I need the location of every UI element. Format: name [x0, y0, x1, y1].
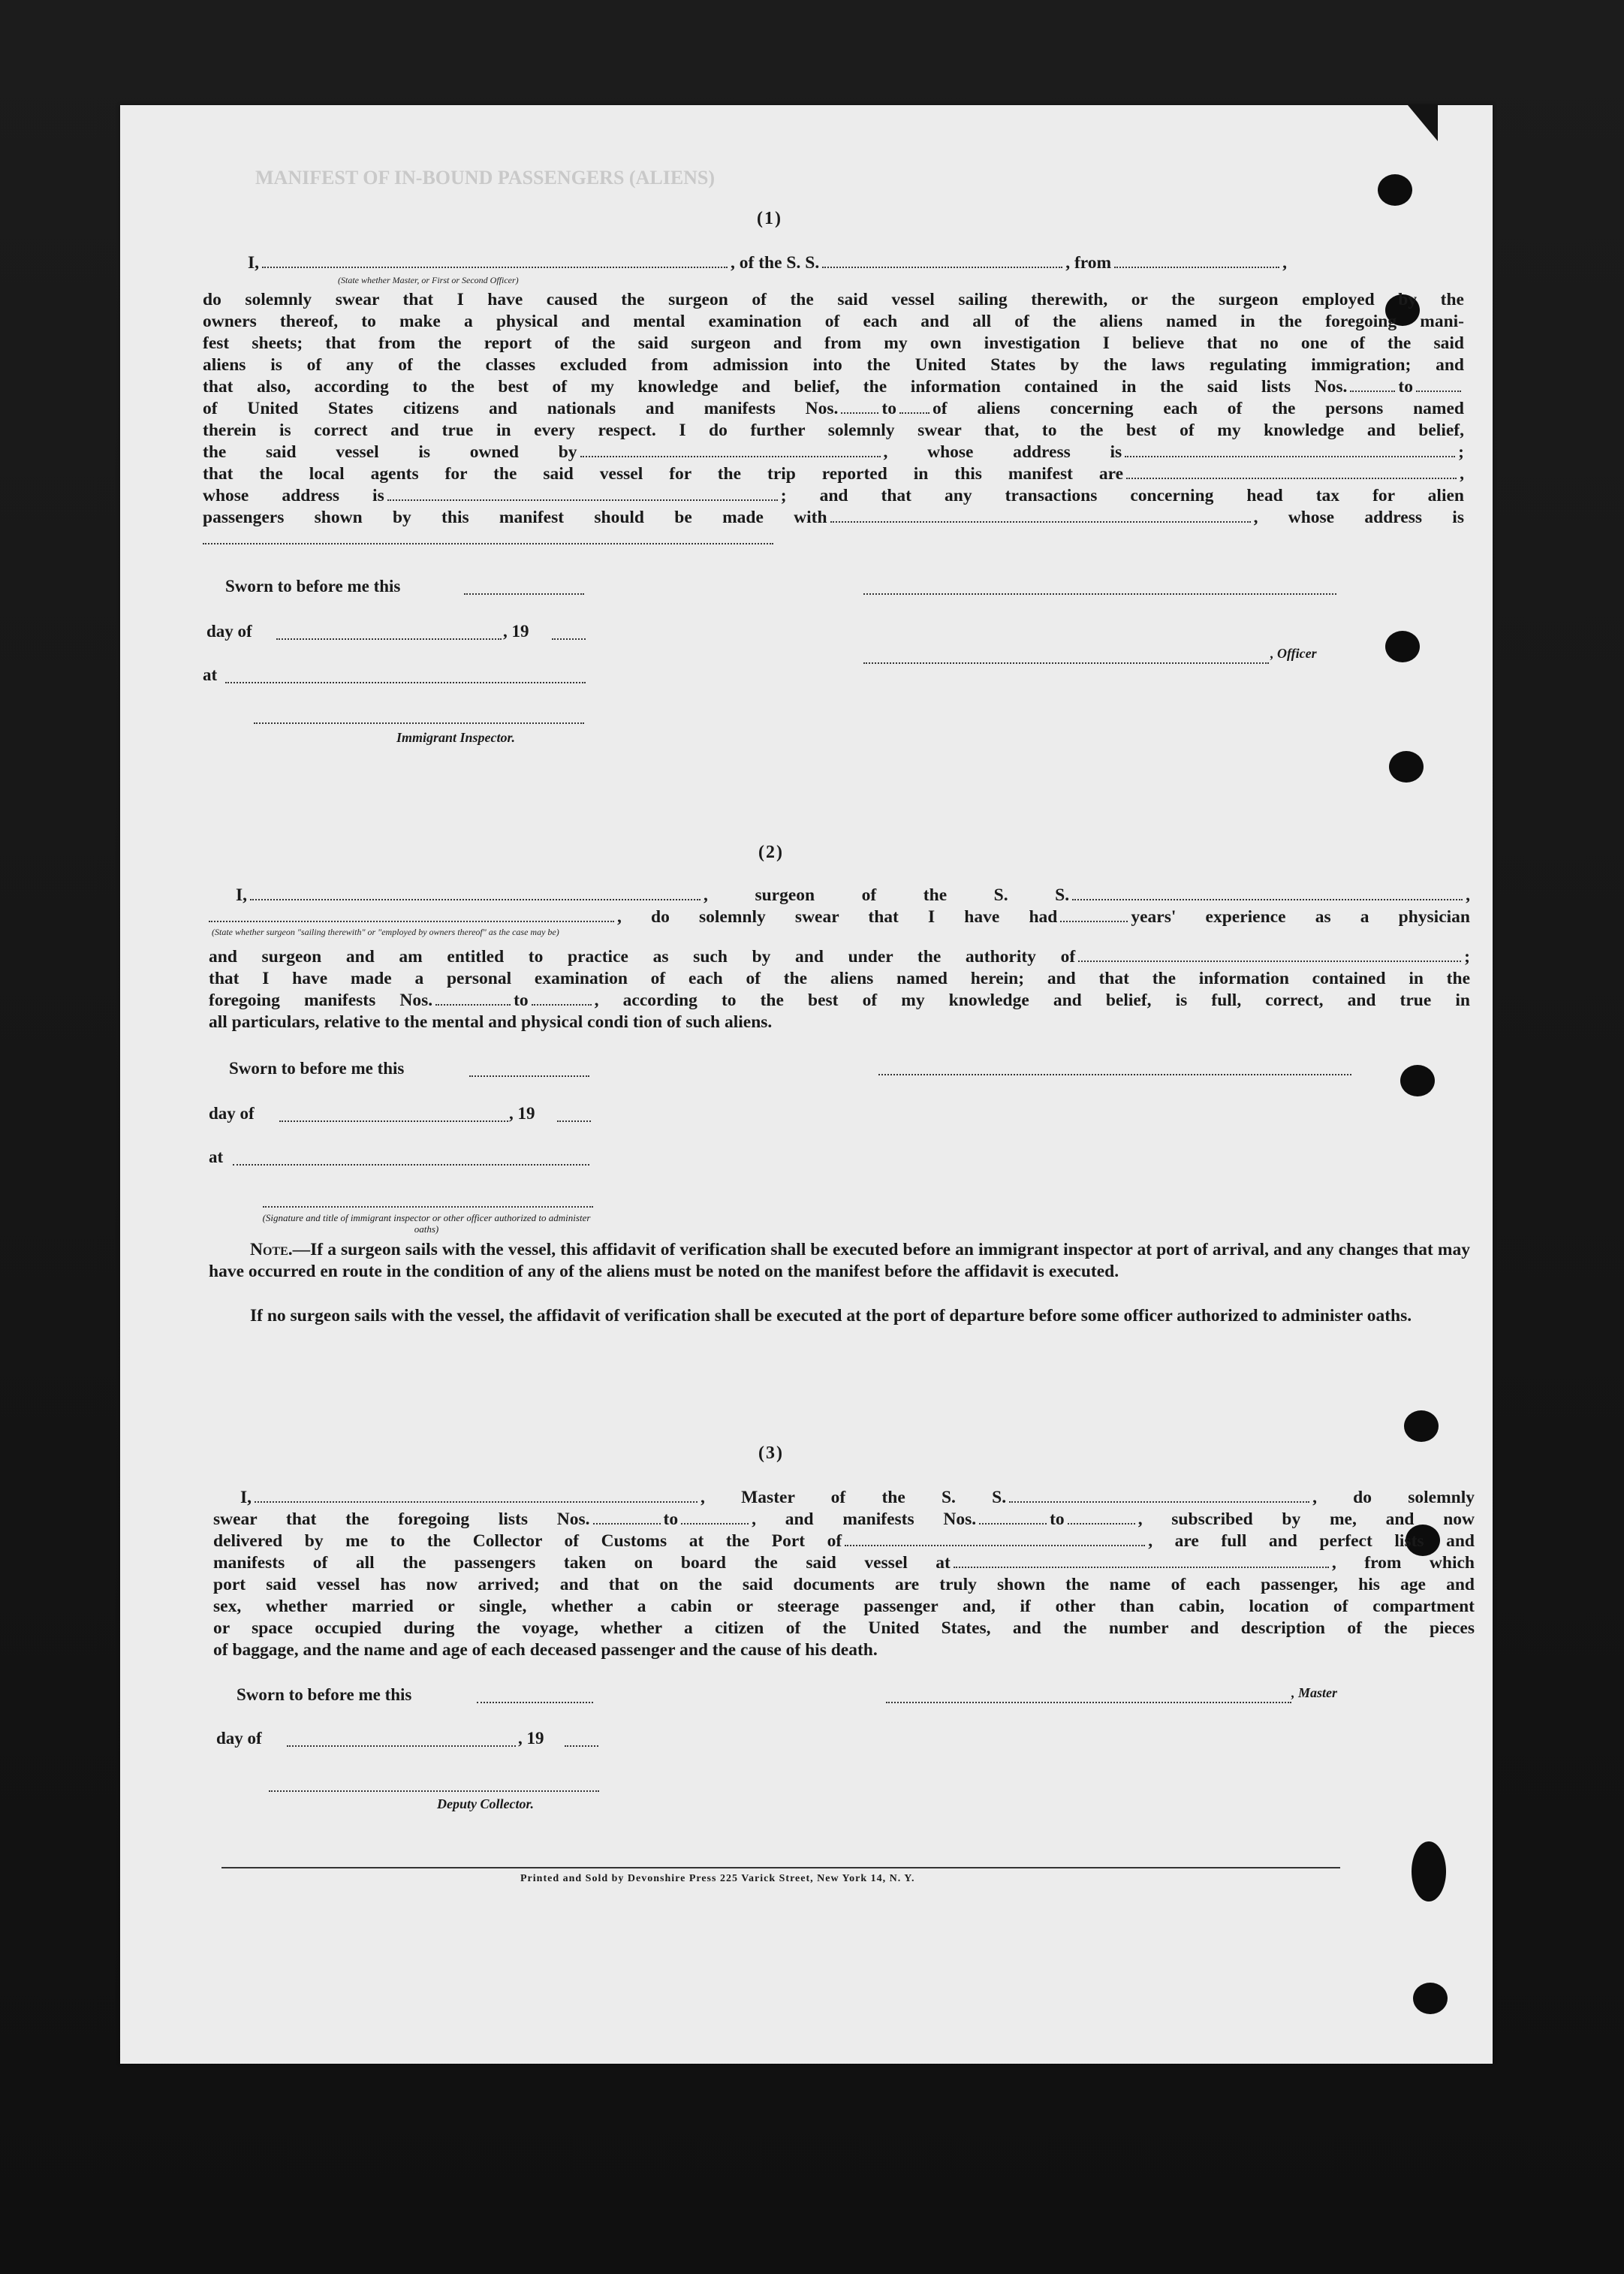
surgeon-status-field[interactable]	[209, 907, 614, 922]
section-1-day-field[interactable]	[276, 638, 502, 640]
section-2-oath-body: and surgeon and am entitled to practice as such by and under the authority of ; that I have made a personal examination of each of the aliens named herein; and that the information contained in the foregoing manifests Nos. to , according to the best of my knowledge and belief, is full, correct, and true in all particulars, relative to the mental and physical condi tion of such aliens.	[209, 947, 1470, 1032]
master-name-field[interactable]	[255, 1488, 698, 1503]
section-2-sworn-date-field[interactable]	[469, 1075, 589, 1077]
punch-hole	[1413, 1983, 1448, 2014]
note-text-second: If no surgeon sails with the vessel, the affidavit of verification shall be executed at the port of departure before some officer authorized to administer oaths.	[250, 1306, 1412, 1325]
lists-to-field[interactable]	[1416, 377, 1461, 392]
section-2-year-label: , 19	[509, 1104, 535, 1123]
surgeon-name-field[interactable]	[250, 885, 701, 900]
section-3-number: (3)	[758, 1443, 784, 1463]
surgeon-signature-field[interactable]	[878, 1074, 1351, 1075]
master-vessel-field[interactable]	[1009, 1488, 1309, 1503]
owner-address-field[interactable]	[1125, 442, 1455, 457]
master-manifests-from-field[interactable]	[979, 1509, 1047, 1525]
form-page	[120, 105, 1493, 2064]
section-1-sworn-date-field[interactable]	[464, 593, 584, 595]
surgeon-manifests-from-field[interactable]	[435, 991, 511, 1006]
section-2-oath-text: I, , surgeon of the S. S. , , do solemnly swear that I have had years' experience as a physician	[209, 885, 1470, 928]
surgeon-vessel-field[interactable]	[1072, 885, 1463, 900]
section-3-oath-text: I, , Master of the S. S. , do solemnly swear that the foregoing lists Nos. to , and manifests Nos. to , subscribed by me, and now delivered by me to the Collector of Customs at the Port of , are full and perfect lists and manifests of all the passengers taken on board the said vessel at , from which port said vessel has now arrived; and that on the said documents are truly shown the name of each passenger, his age and sex, whether married or single, whether a cabin or steerage passenger and, if other than cabin, location of compartment or space occupied during the voyage, whether a citizen of the United States, and the number and description of the pieces of baggage, and the name and age of each deceased passenger and the cause of his death.	[213, 1488, 1475, 1660]
agents-address-field[interactable]	[387, 486, 778, 501]
verification-note	[209, 1239, 1470, 1283]
section-1-number: (1)	[757, 209, 782, 228]
punch-hole	[1385, 631, 1420, 662]
section-3-day-of-label: day of	[216, 1729, 262, 1748]
manifests-from-field[interactable]	[841, 399, 878, 414]
section-2-at-field[interactable]	[233, 1164, 589, 1166]
officer-role-caption: (State whether Master, or First or Second Officer)	[338, 275, 519, 285]
deputy-collector-signature-field[interactable]	[269, 1790, 599, 1792]
section-1-officer-signature-field[interactable]	[863, 593, 1336, 595]
local-agents-field[interactable]	[1126, 464, 1457, 479]
surgeon-status-caption: (State whether surgeon "sailing therewith" or "employed by owners thereof" as the case may be)	[212, 927, 559, 937]
section-1-sworn-label: Sworn to before me this	[225, 577, 401, 596]
vessel-name-field[interactable]	[822, 253, 1062, 268]
punch-hole	[1400, 1065, 1435, 1096]
lists-from-field[interactable]	[1350, 377, 1395, 392]
section-3-sworn-date-field[interactable]	[477, 1702, 593, 1703]
printer-imprint: Printed and Sold by Devonshire Press 225 Varick Street, New York 14, N. Y.	[520, 1873, 915, 1884]
section-1-at-label: at	[203, 665, 218, 684]
footer-rule	[221, 1867, 1340, 1868]
section-2-sworn-label: Sworn to before me this	[229, 1059, 405, 1078]
note-label: Note.	[250, 1240, 293, 1259]
surgeon-manifests-to-field[interactable]	[532, 991, 592, 1006]
section-3-day-field[interactable]	[287, 1745, 516, 1747]
note-text: —If a surgeon sails with the vessel, this affidavit of verification shall be executed before an immigrant inspector at port of arrival, and any changes that may have occurred en route in the condition of any of the aliens must be noted on the manifest before the affidavit is executed.	[209, 1240, 1470, 1281]
owner-field[interactable]	[580, 442, 881, 457]
practice-authority-field[interactable]	[1078, 947, 1461, 962]
punch-hole	[1404, 1410, 1439, 1442]
section-1-officer-title-field[interactable]	[863, 662, 1269, 664]
customs-port-field[interactable]	[845, 1531, 1145, 1546]
master-signature-field[interactable]	[886, 1702, 1291, 1703]
section-1-oath-text: do solemnly swear that I have caused the surgeon of the said vessel sailing therewith, or the surgeon employed by the owners thereof, to make a physical and mental examination of each and all of the aliens named in the foregoing mani- fest sheets; that from the report of the said surgeon and from my own investigation I believe that no one of the said aliens is of any of the classes excluded from admission into the United States by the laws regulating immigration; and that also, according to the best of my knowledge and belief, the information contained in the said lists Nos. to of United States citizens and nationals and manifests Nos. to of aliens concerning each of the persons named therein is correct and true in every respect. I do further solemnly swear that, to the best of my knowledge and belief, the said vessel is owned by , whose address is ; that the local agents for the said vessel for the trip reported in this manifest are , whose address is ; and that any transactions concerning head tax for alien passengers shown by this manifest should be made with , whose address is	[203, 289, 1464, 550]
immigrant-inspector-signature-field[interactable]	[254, 722, 584, 724]
bleed-through-text: MANIFEST OF IN-BOUND PASSENGERS (ALIENS)	[255, 167, 716, 188]
embarkation-port-field[interactable]	[954, 1553, 1329, 1568]
section-3-year-field[interactable]	[565, 1745, 598, 1747]
section-2-number: (2)	[758, 843, 784, 862]
section-3-sworn-label: Sworn to before me this	[237, 1685, 412, 1704]
section-2-year-field[interactable]	[557, 1120, 591, 1122]
section-2-day-of-label: day of	[209, 1104, 255, 1123]
section-1-at-field[interactable]	[225, 682, 586, 683]
corner-fold	[1408, 105, 1438, 141]
deputy-collector-caption: Deputy Collector.	[437, 1796, 534, 1811]
immigrant-inspector-caption: Immigrant Inspector.	[396, 730, 516, 745]
master-caption: , Master	[1291, 1685, 1338, 1700]
section-3-year-label: , 19	[518, 1729, 544, 1748]
master-lists-to-field[interactable]	[681, 1509, 749, 1525]
years-experience-field[interactable]	[1060, 907, 1128, 922]
head-tax-party-field[interactable]	[830, 508, 1251, 523]
section-2-day-field[interactable]	[279, 1120, 508, 1122]
head-tax-address-field[interactable]	[203, 529, 773, 544]
section-1-year-label: , 19	[503, 622, 529, 641]
officer-caption: , Officer	[1270, 646, 1317, 661]
section-2-inspector-signature-field[interactable]	[263, 1206, 593, 1208]
section-1-year-field[interactable]	[552, 638, 586, 640]
section-2-signature-caption: (Signature and title of immigrant inspector or other officer authorized to administer oaths)	[262, 1212, 591, 1235]
section-1-heading-line: I, , of the S. S. , from ,	[248, 253, 1287, 273]
section-2-at-label: at	[209, 1148, 224, 1166]
departure-port-field[interactable]	[1114, 253, 1279, 268]
master-manifests-to-field[interactable]	[1068, 1509, 1135, 1525]
section-1-day-of-label: day of	[206, 622, 252, 641]
master-lists-from-field[interactable]	[593, 1509, 661, 1525]
verification-note-second	[209, 1305, 1470, 1327]
punch-hole	[1412, 1841, 1446, 1902]
punch-hole	[1389, 751, 1424, 783]
manifests-to-field[interactable]	[899, 399, 930, 414]
declarant-name-field[interactable]	[262, 253, 728, 268]
punch-hole	[1378, 174, 1412, 206]
